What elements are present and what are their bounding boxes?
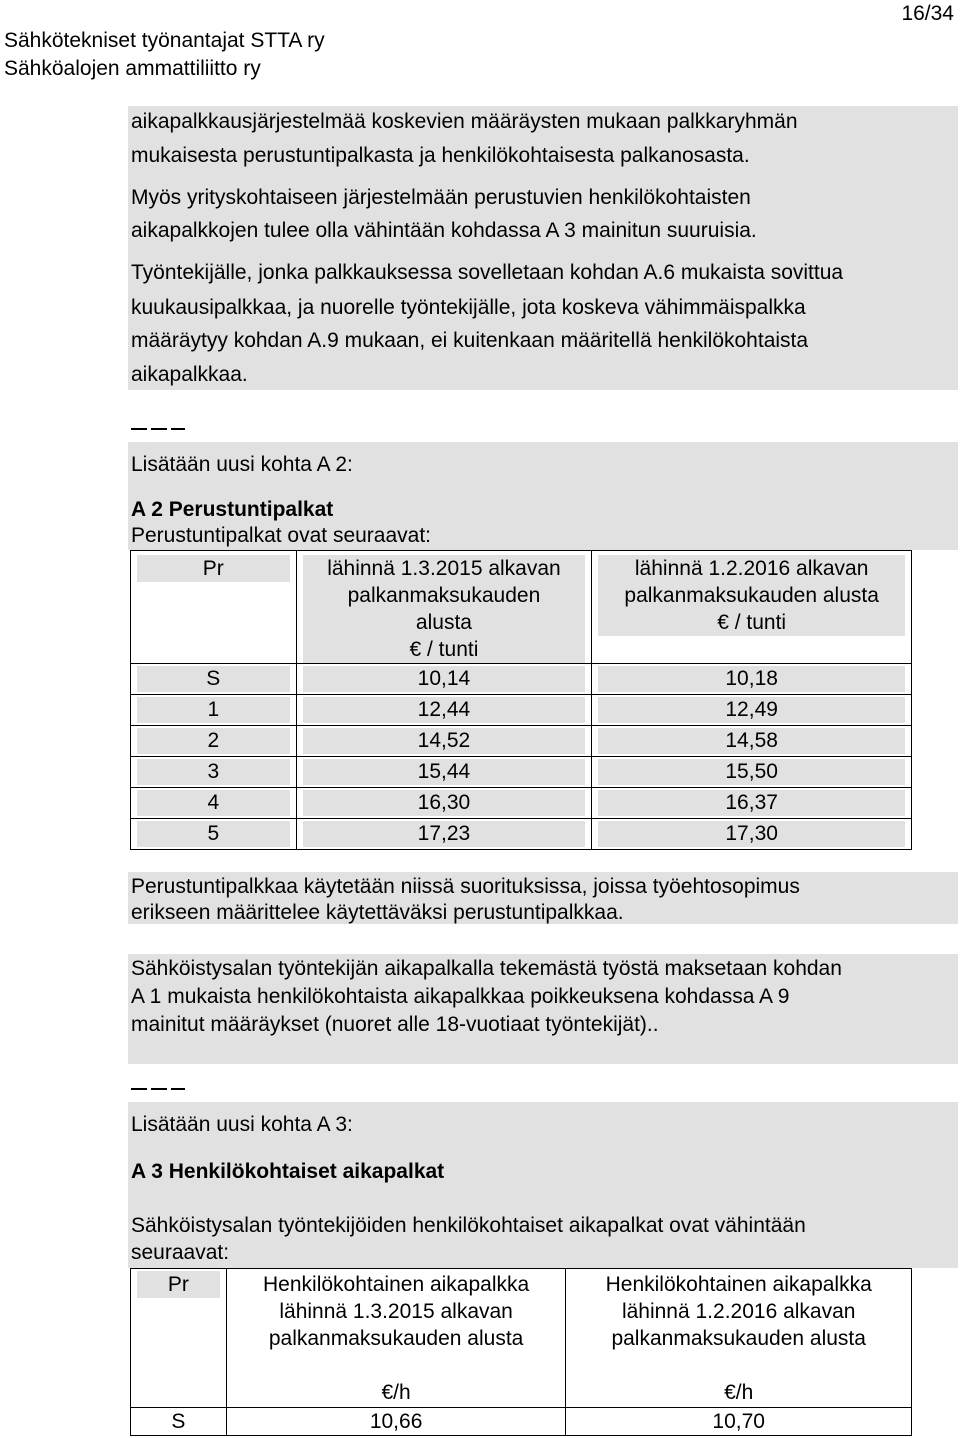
cell-pay-group: S [131,664,297,695]
table-header-row [131,551,912,664]
page-number: 16/34 [901,2,954,25]
p2-line1: Myös yrityskohtaiseen järjestelmään perustuvien henkilökohtaisten [131,186,751,209]
p2-line2: aikapalkkojen tulee olla vähintään kohdassa A 3 mainitun suuruisia. [131,219,757,242]
cell-value-2016: 16,37 [592,788,912,819]
cell-pay-group: 2 [131,726,297,757]
header-pr: Pr [131,1269,227,1408]
separator-dash [151,1088,167,1090]
cell-value-2015: 12,44 [296,695,592,726]
separator-dash [131,1088,147,1090]
cell-value-2016: 17,30 [592,819,912,850]
header-pr: Pr [131,551,297,664]
separator-dash [171,428,185,430]
p3-line2: kuukausipalkkaa, ja nuorelle työntekijälle, jota koskeva vähimmäispalkka [131,296,806,319]
table-row [131,757,912,788]
table-row [131,664,912,695]
header-col-2016: Henkilökohtainen aikapalkka lähinnä 1.2.2016 alkavan palkanmaksukauden alusta €/h [566,1269,912,1408]
cell-pay-group: 5 [131,819,297,850]
cell-value-2015: 16,30 [296,788,592,819]
separator-dash [131,428,147,430]
table-row [131,726,912,757]
table-row [131,788,912,819]
p5-line3: mainitut määräykset (nuoret alle 18-vuotiaat työntekijät).. [131,1013,659,1036]
cell-value-2015: 17,23 [296,819,592,850]
personal-wage-table [130,1268,912,1436]
table-header-row [131,1269,912,1408]
cell-value-2016: 15,50 [592,757,912,788]
section-a3-lead-line2: seuraavat: [131,1241,230,1264]
header-col-2015: Henkilökohtainen aikapalkka lähinnä 1.3.2015 alkavan palkanmaksukauden alusta €/h [226,1269,566,1408]
header-col-2015: lähinnä 1.3.2015 alkavan palkanmaksukauden alusta € / tunti [296,551,592,664]
cell-value-2016: 10,70 [566,1408,912,1436]
cell-value-2015: 10,66 [226,1408,566,1436]
table-row [131,1408,912,1436]
table-row [131,819,912,850]
p3-line4: aikapalkkaa. [131,363,248,386]
basic-wage-table [130,550,912,850]
section-a3-intro: Lisätään uusi kohta A 3: [131,1113,353,1136]
cell-value-2015: 10,14 [296,664,592,695]
header-col-2016: lähinnä 1.2.2016 alkavan palkanmaksukauden alusta € / tunti [592,551,912,664]
p4-line2: erikseen määrittelee käytettäväksi perustuntipalkkaa. [131,901,624,924]
separator-dash [151,428,167,430]
p1-line1: aikapalkkausjärjestelmää koskevien määräysten mukaan palkkaryhmän [131,110,798,133]
cell-pay-group: 3 [131,757,297,788]
p1-line2: mukaisesta perustuntipalkasta ja henkilökohtaisesta palkanosasta. [131,144,750,167]
section-a2-title: A 2 Perustuntipalkat [131,498,334,521]
cell-pay-group: 4 [131,788,297,819]
p4-line1: Perustuntipalkkaa käytetään niissä suorituksissa, joissa työehtosopimus [131,875,800,898]
p3-line1: Työntekijälle, jonka palkkauksessa sovelletaan kohdan A.6 mukaista sovittua [131,261,844,284]
cell-pay-group: S [131,1408,227,1436]
separator-dash [171,1088,185,1090]
org-name-union: Sähköalojen ammattiliitto ry [4,57,261,80]
section-a3-lead-line1: Sähköistysalan työntekijöiden henkilökohtaiset aikapalkat ovat vähintään [131,1214,806,1237]
table-row [131,695,912,726]
cell-pay-group: 1 [131,695,297,726]
cell-value-2016: 10,18 [592,664,912,695]
org-name-employer: Sähkötekniset työnantajat STTA ry [4,29,325,52]
p5-line1: Sähköistysalan työntekijän aikapalkalla tekemästä työstä maksetaan kohdan [131,957,842,980]
cell-value-2015: 14,52 [296,726,592,757]
section-a2-lead: Perustuntipalkat ovat seuraavat: [131,524,432,547]
section-a2-intro: Lisätään uusi kohta A 2: [131,453,353,476]
cell-value-2016: 14,58 [592,726,912,757]
section-a3-title: A 3 Henkilökohtaiset aikapalkat [131,1160,445,1183]
cell-value-2015: 15,44 [296,757,592,788]
p3-line3: määräytyy kohdan A.9 mukaan, ei kuitenkaan määritellä henkilökohtaista [131,329,809,352]
p5-line2: A 1 mukaista henkilökohtaista aikapalkkaa poikkeuksena kohdassa A 9 [131,985,790,1008]
cell-value-2016: 12,49 [592,695,912,726]
